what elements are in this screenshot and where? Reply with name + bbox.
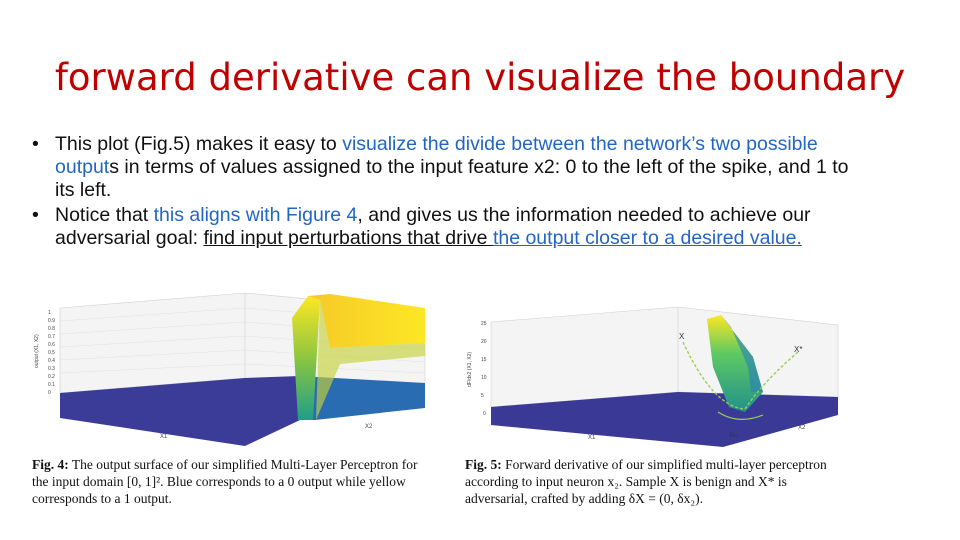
x1-axis-label: X1 xyxy=(160,434,168,440)
z-tick-label: 0.1 xyxy=(48,382,55,388)
bullet-text xyxy=(55,204,811,249)
z-tick-label: 5 xyxy=(481,393,484,399)
slide-title: forward derivative can visualize the boundary xyxy=(54,56,906,99)
z-tick-label: 0.3 xyxy=(48,366,55,372)
bullet-text-part: , and gives us the information needed to achieve our adversarial goal: xyxy=(55,204,811,249)
z-tick-label: 0.7 xyxy=(48,334,55,340)
figure4-surface-plot xyxy=(30,288,430,448)
bullet-dot-icon: • xyxy=(32,133,39,155)
x2-axis-label: X2 xyxy=(798,425,806,431)
z-tick-label: 0.4 xyxy=(48,358,55,364)
bullet-text-part: visualize the divide between the network’s two possible output xyxy=(55,133,818,178)
z-tick-label: 0.6 xyxy=(48,342,55,348)
z-tick-label: 10 xyxy=(481,375,487,381)
figure5-caption-text: Forward derivative of our simplified multi-layer perceptron according to input neuron x₂. Sample X is benign and X* is adversarial, crafted by adding δX = (0, δx₂). xyxy=(465,457,827,506)
y-axis-label: output (X1, X2) xyxy=(34,334,40,368)
x1-axis-label: X1 xyxy=(588,435,596,441)
bullet-text-link[interactable]: the output closer to a desired value. xyxy=(492,227,802,249)
bullet-text-part: s in terms of values assigned to the input feature x2: 0 to the left of the spike, and 1 to its left. xyxy=(55,156,849,201)
figure4-caption xyxy=(32,456,430,507)
figure5-caption xyxy=(465,456,847,507)
point-label-x: X xyxy=(679,332,685,341)
z-tick-label: 25 xyxy=(481,321,487,327)
z-tick-label: 0 xyxy=(48,390,51,396)
bullet-text-part: This plot (Fig.5) makes it easy to xyxy=(55,133,343,155)
z-tick-label: 0.8 xyxy=(48,326,55,332)
z-tick-label: 1 xyxy=(48,310,51,316)
x2-axis-label: X2 xyxy=(365,424,373,430)
y-axis-label: dF/dx2 (X1, X2) xyxy=(467,351,473,387)
z-tick-label: 0.2 xyxy=(48,374,55,380)
z-tick-label: 0 xyxy=(483,411,486,417)
figure5-derivative-plot xyxy=(463,297,843,449)
bullet-text-part: this aligns with Figure 4 xyxy=(153,204,358,226)
bullet-item xyxy=(32,133,872,202)
bullet-text-part: Notice that xyxy=(55,204,154,226)
figure5-caption-label: Fig. 5: xyxy=(465,457,502,472)
z-tick-label: 20 xyxy=(481,339,487,345)
bullet-text-part: find input perturbations that drive xyxy=(203,227,493,249)
bullet-dot-icon: • xyxy=(32,204,39,226)
point-label-delta: δx₂ xyxy=(729,433,738,439)
bullet-item xyxy=(32,204,872,250)
z-tick-label: 15 xyxy=(481,357,487,363)
figure4-caption-text: The output surface of our simplified Multi-Layer Perceptron for the input domain [0, 1]². Blue corresponds to a 0 output while yellow corresponds to a 1 output. xyxy=(32,457,418,506)
bullet-list xyxy=(32,133,872,252)
z-tick-label: 0.9 xyxy=(48,318,55,324)
figure4-caption-label: Fig. 4: xyxy=(32,457,69,472)
bullet-text xyxy=(55,133,849,201)
point-label-xstar: X* xyxy=(794,345,803,354)
z-tick-label: 0.5 xyxy=(48,350,55,356)
